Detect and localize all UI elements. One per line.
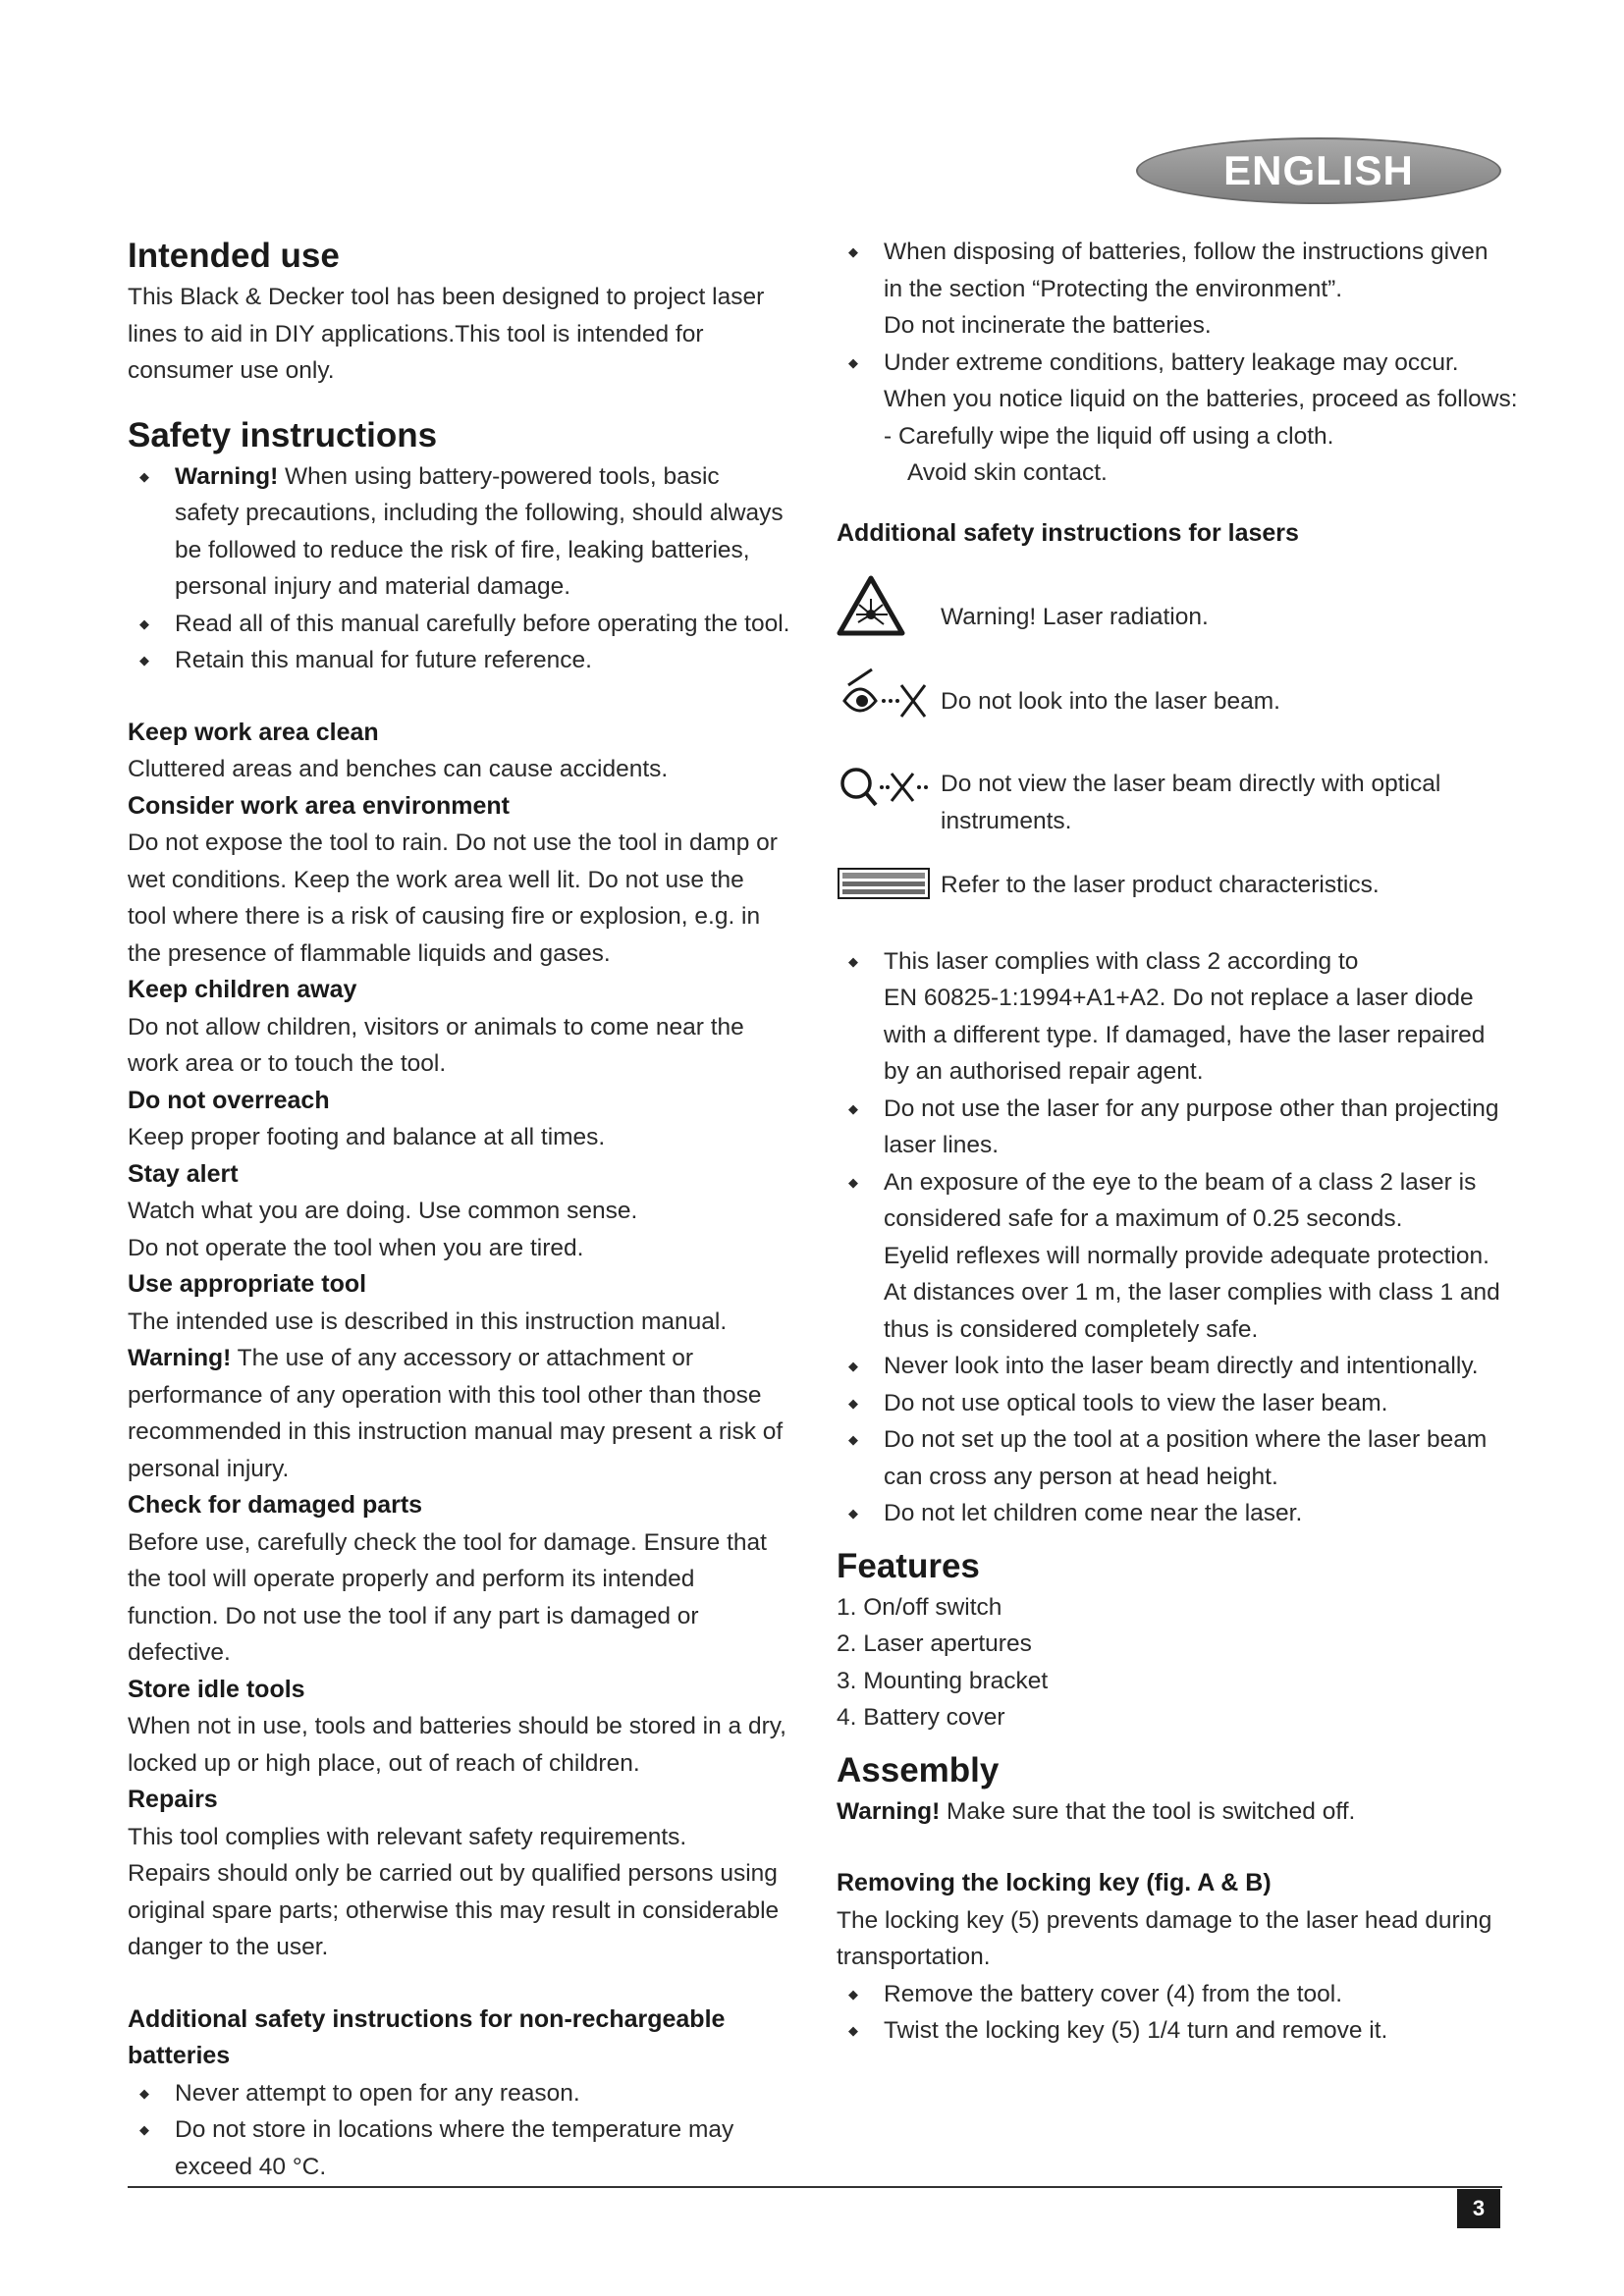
laser-bullet: ◆ Do not use the laser for any purpose other than projecting (837, 1091, 1524, 1128)
environment-heading: Consider work area environment (128, 791, 511, 820)
laser-bullet-cont: can cross any person at head height. (884, 1463, 1278, 1490)
feature-item: 2. Laser apertures (837, 1630, 1032, 1657)
repairs-heading: Repairs (128, 1786, 218, 1813)
warning-label: Warning! (837, 1797, 941, 1825)
laser-bullet-cont: laser lines. (884, 1132, 1000, 1158)
laser-label-icon (837, 867, 935, 900)
disposal-cont: Do not incinerate the batteries. (884, 312, 1212, 339)
laser-warning-row (837, 575, 1524, 636)
page-number: 3 (1457, 2189, 1500, 2228)
left-column (128, 234, 805, 2185)
batteries-store-bullet: ◆ Do not store in locations where the temperature may (128, 2111, 805, 2149)
intended-use-line: lines to aid in DIY applications.This tool is intended for (128, 320, 704, 347)
laser-bullet-cont: At distances over 1 m, the laser complies with class 1 and (884, 1279, 1500, 1306)
no-eye-row (837, 664, 1524, 732)
laser-bullet: ◆ Do not use optical tools to view the laser beam. (837, 1385, 1524, 1422)
damaged-parts-line: the tool will operate properly and perform its intended (128, 1566, 695, 1592)
safety-warning-cont: safety precautions, including the following, should always (175, 500, 784, 526)
warning-text: The use of any accessory or attachment or (231, 1345, 693, 1371)
assembly-warning (837, 1793, 1524, 1831)
laser-bullet: ◆ Do not set up the tool at a position where the laser beam (837, 1421, 1524, 1459)
environment-line: tool where there is a risk of causing fire or explosion, e.g. in (128, 903, 761, 930)
batteries-heading-cont: batteries (128, 2042, 231, 2069)
repairs-line: danger to the user. (128, 1934, 329, 1960)
laser-bullet-cont: considered safe for a maximum of 0.25 seconds. (884, 1205, 1403, 1232)
damaged-parts-line: function. Do not use the tool if any part is damaged or defective. (128, 1602, 699, 1666)
intended-use-line: This Black & Decker tool has been designed to project laser (128, 284, 765, 310)
repairs-line: This tool complies with relevant safety requirements. (128, 1823, 687, 1850)
disposal-bullet: ◆ When disposing of batteries, follow the instructions given (837, 234, 1524, 271)
safety-warning-bullet (128, 458, 805, 496)
warning-text: Make sure that the tool is switched off. (940, 1797, 1356, 1825)
warning-label: Warning! (128, 1345, 232, 1371)
laser-warning-text: Warning! Laser radiation. (941, 604, 1209, 630)
intended-use-heading: Intended use (128, 237, 340, 275)
warning-text: When using battery-powered tools, basic (278, 462, 720, 490)
overreach-heading: Do not overreach (128, 1086, 330, 1114)
language-badge: ENGLISH (1136, 137, 1501, 204)
intended-use-line: consumer use only. (128, 357, 335, 384)
keep-clean-text: Cluttered areas and benches can cause accidents. (128, 756, 669, 782)
batteries-heading: Additional safety instructions for non-rechargeable (128, 2004, 726, 2033)
damaged-parts-line: Before use, carefully check the tool for damage. Ensure that (128, 1528, 767, 1556)
children-line: Do not allow children, visitors or animals to come near the (128, 1013, 744, 1041)
alert-heading: Stay alert (128, 1159, 239, 1188)
laser-bullet: ◆ This laser complies with class 2 according to (837, 943, 1524, 981)
laser-bullet-cont: thus is considered completely safe. (884, 1315, 1259, 1343)
retain-manual-bullet: ◆ Retain this manual for future reference. (128, 642, 805, 679)
no-optical-line: Do not view the laser beam directly with optical (941, 771, 1441, 797)
leakage-cont: When you notice liquid on the batteries, proceed as follows: (884, 386, 1518, 412)
no-optical-line: instruments. (941, 807, 1072, 834)
feature-item: 1. On/off switch (837, 1593, 1002, 1621)
laser-bullet-cont: EN 60825-1:1994+A1+A2. Do not replace a laser diode (884, 985, 1474, 1011)
locking-key-line: transportation. (837, 1944, 991, 1970)
batteries-open-bullet: ◆ Never attempt to open for any reason. (128, 2075, 805, 2112)
children-heading: Keep children away (128, 976, 357, 1003)
environment-line: the presence of flammable liquids and gases. (128, 939, 611, 967)
safety-warning-cont: be followed to reduce the risk of fire, leaking batteries, (175, 536, 750, 563)
warning-label: Warning! (175, 462, 279, 490)
locking-key-heading: Removing the locking key (fig. A & B) (837, 1869, 1272, 1896)
disposal-cont: in the section “Protecting the environment”. (884, 275, 1343, 302)
environment-line: Do not expose the tool to rain. Do not use the tool in damp or (128, 829, 778, 856)
alert-line: Watch what you are doing. Use common sense. (128, 1198, 638, 1224)
laser-bullet: ◆ Do not let children come near the laser. (837, 1495, 1524, 1532)
locking-key-line: The locking key (5) prevents damage to the laser head during (837, 1906, 1492, 1934)
repairs-line: original spare parts; otherwise this may result in considerable (128, 1896, 780, 1924)
locking-key-bullet: ◆ Twist the locking key (5) 1/4 turn and remove it. (837, 2012, 1524, 2050)
safety-warning-cont: personal injury and material damage. (175, 573, 571, 600)
repairs-line: Repairs should only be carried out by qualified persons using (128, 1860, 778, 1887)
safety-instructions-heading: Safety instructions (128, 415, 438, 454)
appropriate-tool-line: The intended use is described in this instruction manual. (128, 1308, 728, 1335)
batteries-store-cont: exceed 40 °C. (175, 2153, 327, 2180)
laser-label-text: Refer to the laser product characteristics. (941, 872, 1380, 898)
laser-bullet: ◆ An exposure of the eye to the beam of a class 2 laser is (837, 1164, 1524, 1201)
assembly-heading: Assembly (837, 1750, 1000, 1789)
overreach-text: Keep proper footing and balance at all times. (128, 1124, 606, 1150)
right-column (837, 234, 1524, 2050)
idle-tools-line: When not in use, tools and batteries should be stored in a dry, (128, 1713, 786, 1739)
laser-warning-icon (837, 575, 935, 636)
no-optical-icon (837, 760, 935, 819)
feature-item: 3. Mounting bracket (837, 1667, 1049, 1694)
alert-line: Do not operate the tool when you are tired. (128, 1234, 584, 1261)
idle-tools-heading: Store idle tools (128, 1675, 305, 1703)
locking-key-bullet: ◆ Remove the battery cover (4) from the tool. (837, 1976, 1524, 2013)
feature-item: 4. Battery cover (837, 1704, 1005, 1731)
appropriate-warning-cont: recommended in this instruction manual may present a risk of (128, 1418, 784, 1445)
no-eye-icon (837, 664, 935, 732)
appropriate-warning-cont: performance of any operation with this tool other than those (128, 1381, 762, 1409)
leakage-cont-indent: Avoid skin contact. (907, 459, 1108, 486)
laser-label-row (837, 867, 1524, 904)
laser-bullet-cont: with a different type. If damaged, have the laser repaired (884, 1021, 1486, 1048)
leakage-bullet: ◆ Under extreme conditions, battery leakage may occur. (837, 345, 1524, 382)
appropriate-warning-cont: personal injury. (128, 1455, 290, 1482)
appropriate-tool-heading: Use appropriate tool (128, 1270, 367, 1298)
keep-clean-heading: Keep work area clean (128, 718, 379, 746)
no-optical-text (935, 760, 1524, 839)
environment-line: wet conditions. Keep the work area well lit. Do not use the (128, 866, 744, 893)
laser-safety-heading: Additional safety instructions for lasers (837, 518, 1299, 547)
children-line: work area or to touch the tool. (128, 1050, 447, 1077)
laser-bullet-cont: by an authorised repair agent. (884, 1058, 1204, 1085)
laser-bullet: ◆ Never look into the laser beam directly and intentionally. (837, 1348, 1524, 1385)
read-manual-bullet: ◆ Read all of this manual carefully before operating the tool. (128, 606, 805, 643)
laser-bullet-cont: Eyelid reflexes will normally provide adequate protection. (884, 1242, 1489, 1269)
no-optical-row (837, 760, 1524, 839)
leakage-cont: - Carefully wipe the liquid off using a cloth. (884, 422, 1334, 450)
no-eye-text: Do not look into the laser beam. (941, 688, 1280, 715)
appropriate-warning (128, 1340, 805, 1377)
damaged-parts-heading: Check for damaged parts (128, 1491, 423, 1519)
features-heading: Features (837, 1546, 980, 1585)
idle-tools-line: locked up or high place, out of reach of children. (128, 1749, 640, 1777)
footer-rule (128, 2186, 1502, 2188)
